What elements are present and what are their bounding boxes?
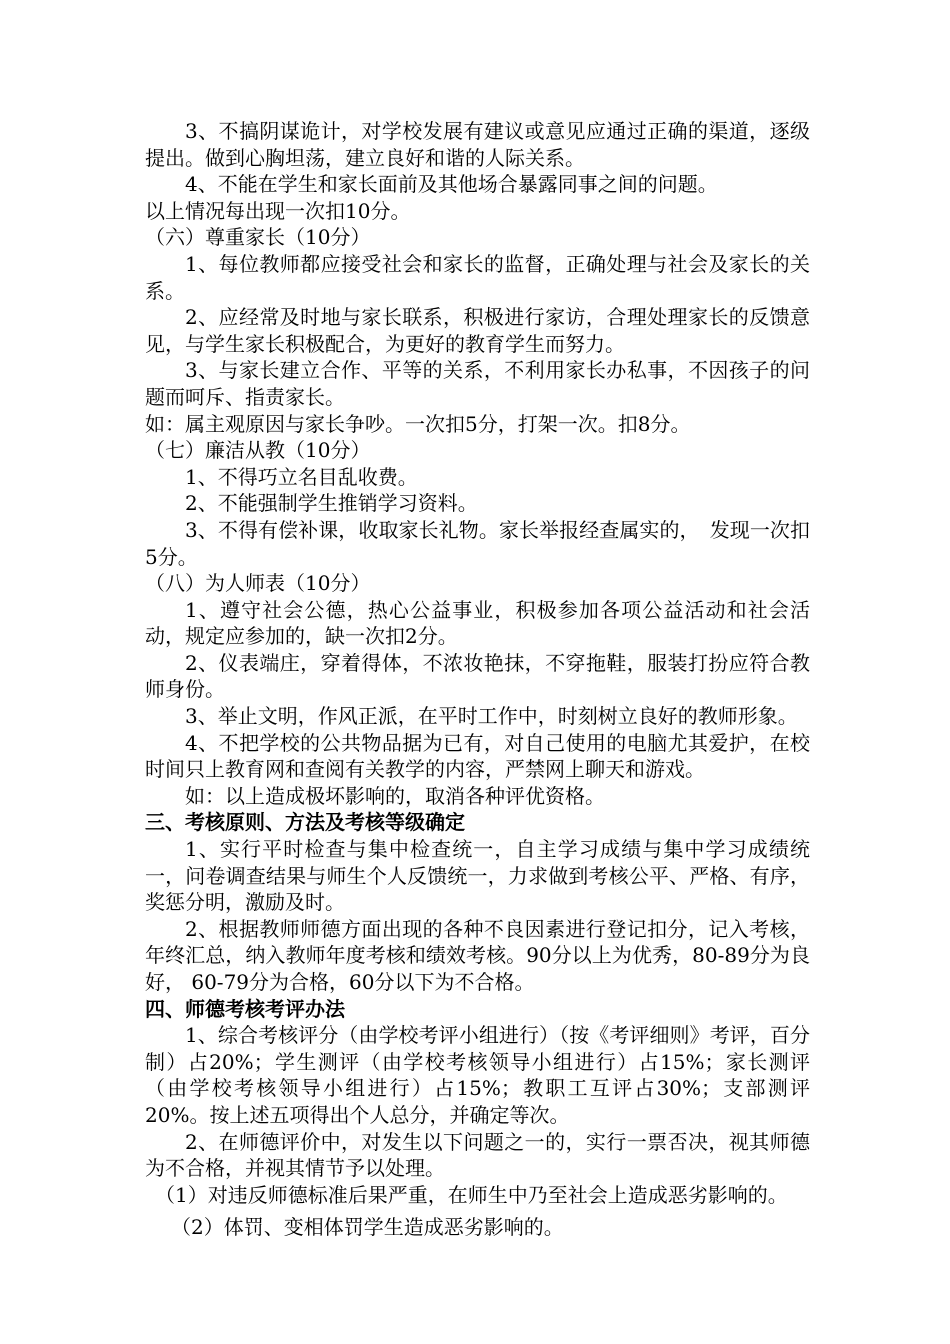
paragraph: 2、根据教师师德方面出现的各种不良因素进行登记扣分，记入考核，年终汇总，纳入教师年度考核和绩效考核。90分以上为优秀，80-89分为良好， 60-79分为合格，60分以下为不合格。: [145, 916, 810, 994]
paragraph: 3、举止文明，作风正派，在平时工作中，时刻树立良好的教师形象。: [185, 704, 798, 729]
paragraph: 3、与家长建立合作、平等的关系，不利用家长办私事，不因孩子的问题而呵斥、指责家长。: [145, 358, 810, 409]
paragraph: 3、不得有偿补课，收取家长礼物。家长举报经查属实的， 发现一次扣5分。: [145, 517, 810, 569]
paragraph: 1、每位教师都应接受社会和家长的监督，正确处理与社会及家长的关系。: [145, 251, 810, 303]
section-heading: （六）尊重家长（10分）: [145, 225, 371, 250]
paragraph: 4、不能在学生和家长面前及其他场合暴露同事之间的问题。: [185, 172, 718, 197]
paragraph: 1、实行平时检查与集中检查统一，自主学习成绩与集中学习成绩统一，问卷调查结果与师生个人反馈统一，力求做到考核公平、严格、有序，奖惩分明，激励及时。: [145, 837, 810, 915]
paragraph: （1）对违反师德标准后果严重，在师生中乃至社会上造成恶劣影响的。: [155, 1182, 788, 1207]
paragraph: 2、不能强制学生推销学习资料。: [185, 491, 478, 516]
chapter-heading: 三、考核原则、方法及考核等级确定: [145, 810, 465, 835]
document-body: [145, 118, 810, 1241]
section-heading: （八）为人师表（10分）: [145, 571, 371, 596]
paragraph: 以上情况每出现一次扣10分。: [145, 198, 411, 223]
paragraph: 3、不搞阴谋诡计，对学校发展有建议或意见应通过正确的渠道，逐级提出。做到心胸坦荡，建立良好和谐的人际关系。: [145, 119, 810, 170]
paragraph: 如：以上造成极坏影响的，取消各种评优资格。: [185, 783, 605, 808]
paragraph: 4、不把学校的公共物品据为已有，对自己使用的电脑尤其爱护，在校时间只上教育网和查阅有关教学的内容，严禁网上聊天和游戏。: [145, 730, 810, 782]
chapter-heading: 四、师德考核考评办法: [145, 996, 345, 1021]
paragraph: 1、不得巧立名目乱收费。: [185, 464, 418, 489]
paragraph: （2）体罚、变相体罚学生造成恶劣影响的。: [171, 1215, 564, 1240]
paragraph: 2、在师德评价中，对发生以下问题之一的，实行一票否决，视其师德为不合格，并视其情节予以处理。: [145, 1129, 810, 1181]
paragraph: 1、综合考核评分（由学校考评小组进行）（按《考评细则》考评，百分制）占20%；学生测评（由学校考核领导小组进行）占15%；家长测评（由学校考核领导小组进行）占15%；教职工互评占30%；支部测评20%。按上述五项得出个人总分，并确定等次。: [145, 1023, 810, 1127]
paragraph: 2、仪表端庄，穿着得体，不浓妆艳抹，不穿拖鞋，服装打扮应符合教师身份。: [145, 650, 810, 702]
paragraph: 如：属主观原因与家长争吵。一次扣5分，打架一次。扣8分。: [145, 411, 691, 436]
section-heading: （七）廉洁从教（10分）: [145, 438, 371, 463]
paragraph: 2、应经常及时地与家长联系，积极进行家访，合理处理家长的反馈意见，与学生家长积极配合，为更好的教育学生而努力。: [145, 305, 810, 356]
paragraph: 1、遵守社会公德，热心公益事业，积极参加各项公益活动和社会活动，规定应参加的，缺一次扣2分。: [145, 597, 810, 649]
